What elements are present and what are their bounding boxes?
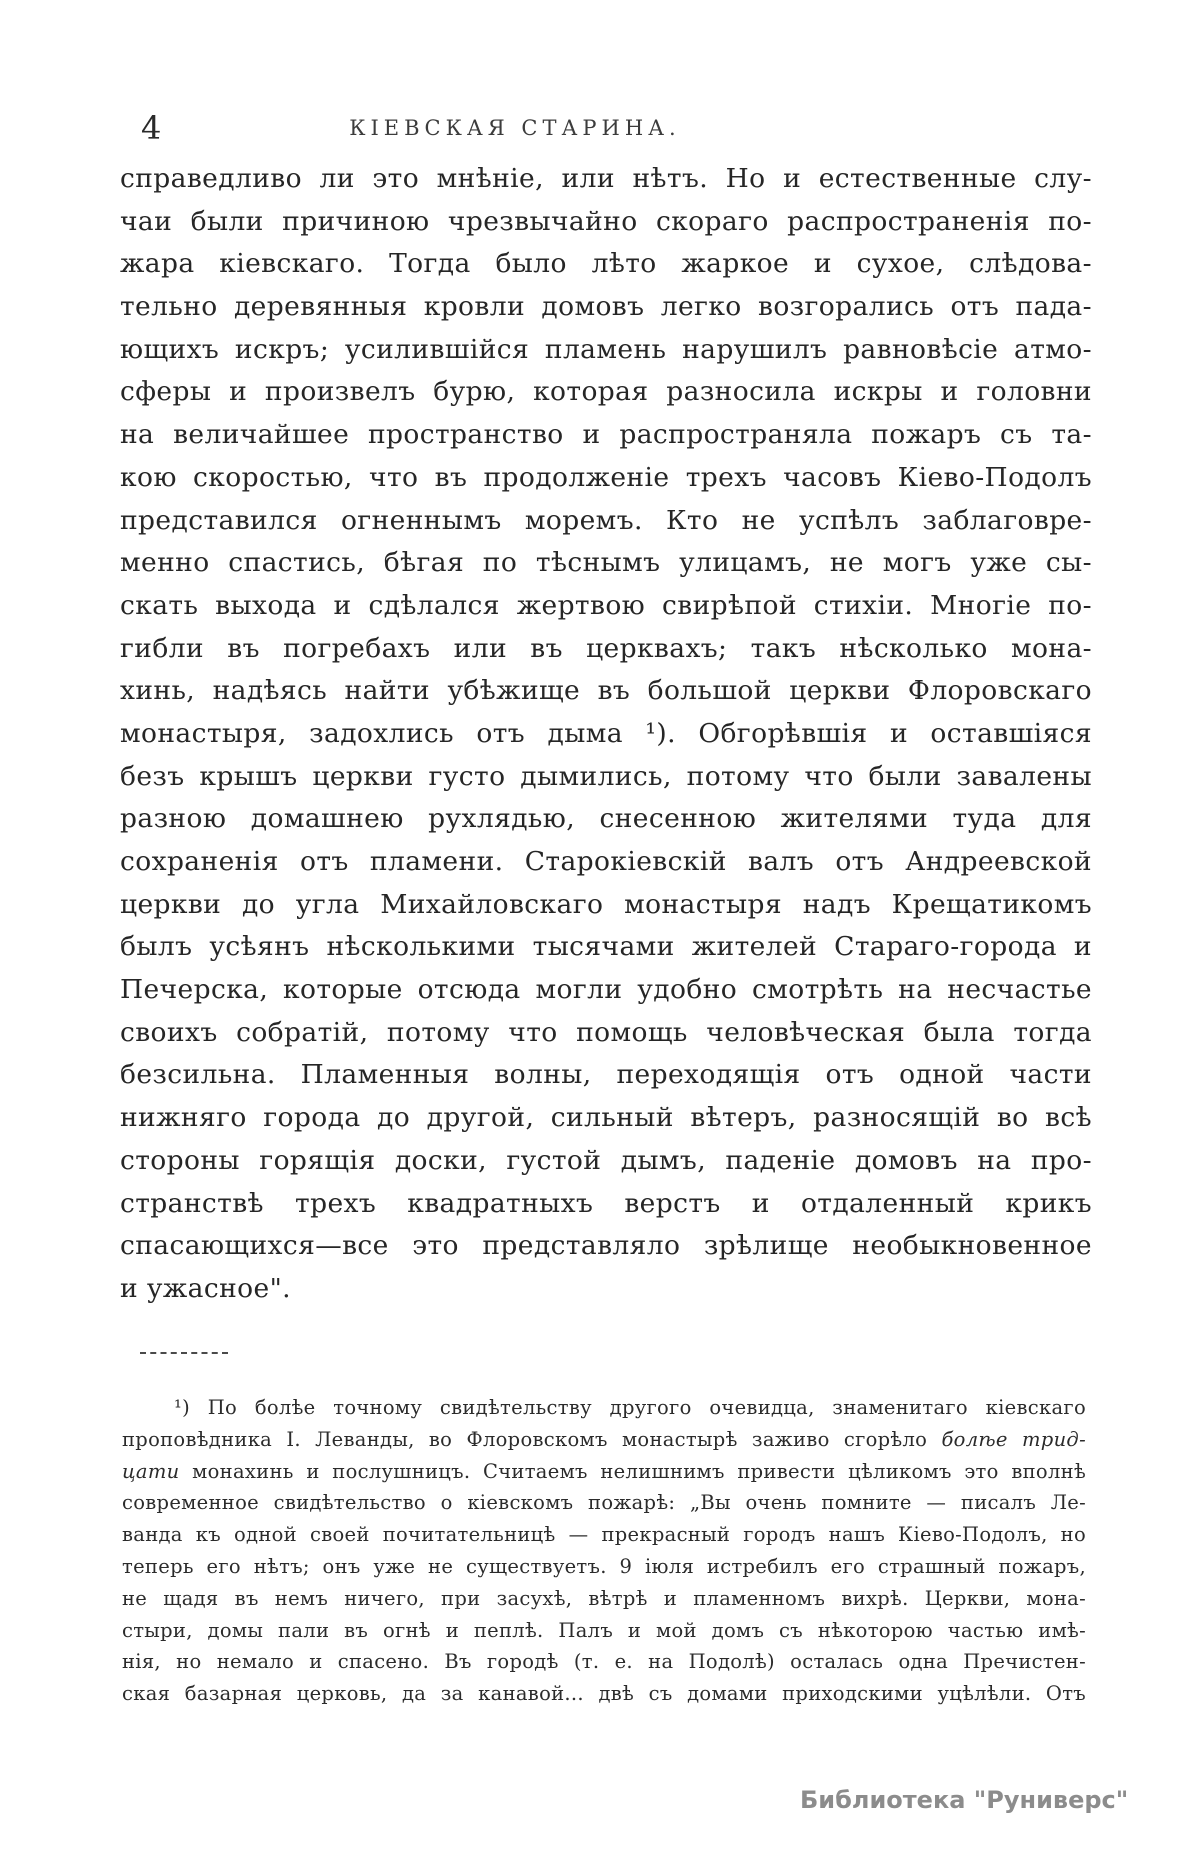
body-text-line: сферы и произвелъ бурю, которая разносила искры и головни	[120, 376, 1092, 408]
body-text-line: менно спастись, бѣгая по тѣснымъ улицамъ, не могъ уже сы-	[120, 547, 1092, 579]
footnote-line: ¹) По болѣе точному свидѣтельству другого очевидца, знаменитаго кіевскаго	[174, 1396, 1086, 1419]
footnote-line: современное свидѣтельство о кіевскомъ пожарѣ: „Вы очень помните — писалъ Ле-	[122, 1491, 1086, 1515]
body-text-line: скать выхода и сдѣлался жертвою свирѣпой стихіи. Многіе по-	[120, 589, 1092, 621]
body-text-line: своихъ собратій, потому что помощь человѣческая была тогда	[120, 1016, 1092, 1048]
body-text-line: разною домашнею рухлядью, снесенною жителями туда для	[120, 803, 1092, 835]
body-text-line: гибли въ погребахъ или въ церквахъ; такъ нѣсколько мона-	[120, 632, 1092, 664]
body-text-line: жара кіевскаго. Тогда было лѣто жаркое и сухое, слѣдова-	[120, 248, 1092, 280]
body-text-line: безсильна. Пламенныя волны, переходящія отъ одной части	[120, 1059, 1092, 1091]
body-text-line: кою скоростью, что въ продолженіе трехъ часовъ Кіево-Подолъ	[120, 461, 1092, 493]
body-text-block	[120, 158, 1092, 1311]
footnote-line: теперь его нѣтъ; онъ уже не существуетъ. 9 іюля истребилъ его страшный пожаръ,	[122, 1554, 1086, 1578]
body-text-line: церкви до угла Михайловскаго монастыря надъ Крещатикомъ	[120, 888, 1092, 920]
body-text-line: и ужасное".	[120, 1272, 292, 1304]
page-number: 4	[141, 109, 162, 147]
footnote-line: проповѣдника І. Леванды, во Флоровскомъ монастырѣ заживо сгорѣло болѣе трид-	[122, 1427, 1086, 1451]
body-text-line: представился огненнымъ моремъ. Кто не успѣлъ заблаговре-	[120, 504, 1092, 536]
footnote-line: стыри, домы пали въ огнѣ и пеплѣ. Палъ и мой домъ съ нѣкоторою частью имѣ-	[122, 1618, 1086, 1642]
body-text-line: сохраненія отъ пламени. Старокіевскій валъ отъ Андреевской	[120, 846, 1092, 877]
body-text-line: чаи были причиною чрезвычайно скораго распространенія по-	[120, 205, 1092, 237]
body-text-line: монастыря, задохлись отъ дыма ¹). Обгорѣвшія и оставшіяся	[120, 717, 1092, 749]
body-text-line: ющихъ искръ; усилившійся пламень нарушилъ равновѣсіе атмо-	[120, 333, 1092, 365]
footnote-line: ванда къ одной своей почитательницѣ — прекрасный городъ нашъ Кіево-Подолъ, но	[122, 1523, 1086, 1547]
body-text-line: стороны горящія доски, густой дымъ, паденіе домовъ на про-	[120, 1144, 1092, 1176]
body-text-line: спасающихся—все это представляло зрѣлище необыкновенное	[120, 1230, 1092, 1262]
running-title: КІЕВСКАЯ СТАРИНА.	[349, 116, 681, 140]
footnote-line: ская базарная церковь, да за канавой... двѣ съ домами приходскими уцѣлѣли. Отъ	[122, 1682, 1086, 1706]
body-text-line: хинь, надѣясь найти убѣжище въ большой церкви Флоровскаго	[120, 675, 1092, 707]
body-text-line: тельно деревянныя кровли домовъ легко возгорались отъ пада-	[120, 291, 1092, 323]
body-text-line: нижняго города до другой, сильный вѣтеръ, разносящій во всѣ	[120, 1102, 1092, 1134]
body-text-line: безъ крышъ церкви густо дымились, потому что были завалены	[120, 760, 1092, 792]
footnote-line: нія, но немало и спасено. Въ городѣ (т. е. на Подолѣ) осталась одна Пречистен-	[122, 1650, 1086, 1674]
body-text-line: былъ усѣянъ нѣсколькими тысячами жителей Стараго-города и	[120, 931, 1092, 963]
library-watermark: Библиотека "Руниверс"	[800, 1786, 1129, 1814]
footnote-separator	[140, 1352, 228, 1354]
body-text-line: странствѣ трехъ квадратныхъ верстъ и отдаленный крикъ	[120, 1187, 1092, 1219]
footnote-block	[122, 1392, 1086, 1710]
footnote-line: цати монахинь и послушницъ. Считаемъ нелишнимъ привести цѣликомъ это вполнѣ	[122, 1459, 1086, 1483]
body-text-line: справедливо ли это мнѣніе, или нѣтъ. Но и естественные слу-	[120, 163, 1092, 194]
footnote-line: не щадя въ немъ ничего, при засухѣ, вѣтрѣ и пламенномъ вихрѣ. Церкви, мона-	[122, 1586, 1086, 1610]
body-text-line: Печерска, которые отсюда могли удобно смотрѣть на несчастье	[120, 974, 1092, 1006]
body-text-line: на величайшее пространство и распространяла пожаръ съ та-	[120, 419, 1092, 451]
